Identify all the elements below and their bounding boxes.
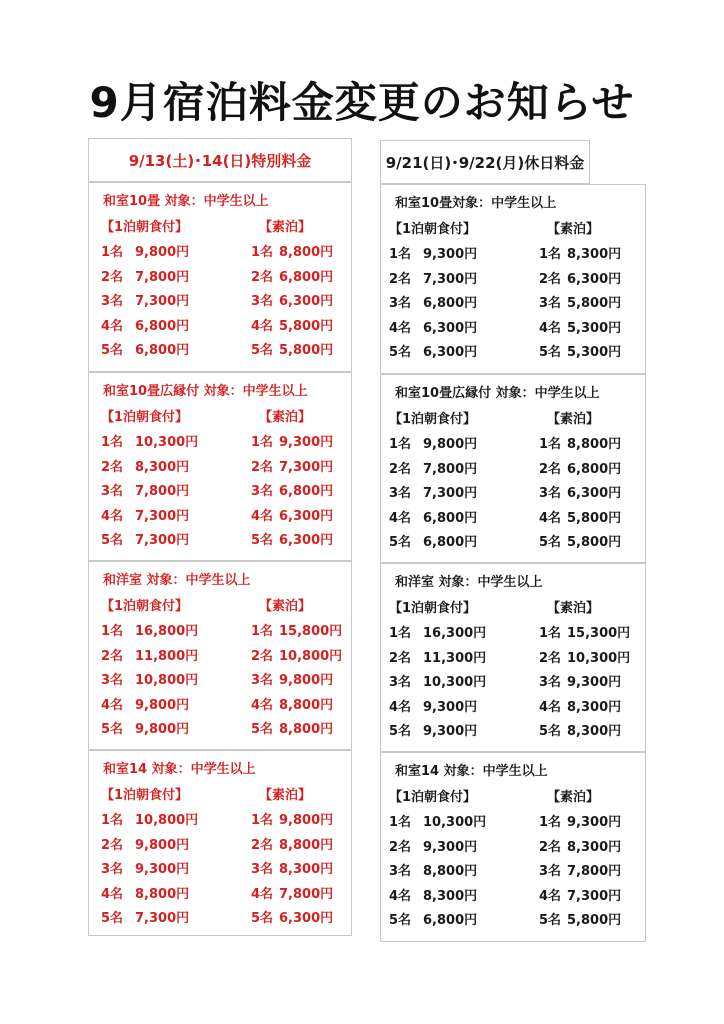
guest-count: 2名 <box>101 459 124 475</box>
room-only-price: 10,300円 <box>567 650 631 666</box>
room-only-price: 6,800円 <box>279 484 334 499</box>
price-row <box>89 315 351 335</box>
room-only-price: 8,300円 <box>567 247 622 262</box>
breakfast-price: 8,800円 <box>135 886 190 902</box>
room-only-price: 8,300円 <box>567 724 622 739</box>
guest-count: 2名 <box>389 839 412 855</box>
room-type-title: 和室10畳対象：中学生以上 <box>395 196 557 211</box>
price-row <box>89 620 351 640</box>
breakfast-plan-label: 【1泊朝食付】 <box>101 410 189 425</box>
guest-count: 5名 <box>251 533 274 548</box>
guest-count: 5名 <box>539 913 562 928</box>
room-only-price: 8,800円 <box>279 697 334 713</box>
guest-count: 4名 <box>101 697 124 713</box>
breakfast-price: 8,300円 <box>423 888 478 904</box>
guest-count: 3名 <box>539 296 562 311</box>
guest-count: 2名 <box>101 648 124 664</box>
rate-section <box>380 752 646 942</box>
room-only-price: 5,800円 <box>567 535 622 550</box>
breakfast-price: 6,800円 <box>135 318 190 334</box>
guest-count: 1名 <box>539 626 562 641</box>
guest-count: 1名 <box>101 624 124 639</box>
price-row <box>381 482 645 502</box>
guest-count: 5名 <box>389 345 412 360</box>
breakfast-price: 9,300円 <box>423 839 478 855</box>
guest-count: 2名 <box>101 269 124 285</box>
room-only-price: 9,800円 <box>279 813 334 828</box>
guest-count: 2名 <box>251 648 274 664</box>
breakfast-price: 7,300円 <box>135 508 190 524</box>
breakfast-price: 6,300円 <box>423 320 478 336</box>
price-row <box>381 836 645 856</box>
room-only-price: 6,300円 <box>279 533 334 548</box>
guest-count: 4名 <box>539 510 562 526</box>
breakfast-price: 9,800円 <box>135 837 190 853</box>
room-only-label: 【素泊】 <box>547 601 600 616</box>
breakfast-price: 10,300円 <box>423 815 487 830</box>
guest-count: 5名 <box>389 535 412 550</box>
guest-count: 4名 <box>389 888 412 904</box>
price-row <box>89 809 351 829</box>
room-only-label: 【素泊】 <box>547 412 600 427</box>
price-row <box>381 458 645 478</box>
room-only-price: 10,800円 <box>279 648 343 664</box>
guest-count: 4名 <box>389 699 412 715</box>
guest-count: 2名 <box>251 269 274 285</box>
breakfast-price: 7,300円 <box>135 911 190 926</box>
breakfast-plan-label: 【1泊朝食付】 <box>389 790 477 805</box>
guest-count: 5名 <box>389 913 412 928</box>
guest-count: 4名 <box>251 697 274 713</box>
room-type-title: 和室10畳広縁付 対象：中学生以上 <box>395 386 600 401</box>
guest-count: 2名 <box>101 837 124 853</box>
breakfast-price: 16,800円 <box>135 624 199 639</box>
room-only-price: 8,300円 <box>567 699 622 715</box>
guest-count: 1名 <box>389 815 412 830</box>
price-row <box>381 433 645 453</box>
guest-count: 3名 <box>389 864 412 879</box>
breakfast-price: 6,800円 <box>135 343 190 358</box>
price-row <box>381 647 645 667</box>
room-only-price: 8,300円 <box>567 839 622 855</box>
guest-count: 4名 <box>101 508 124 524</box>
price-row <box>89 290 351 310</box>
price-row <box>381 696 645 716</box>
breakfast-price: 10,300円 <box>423 675 487 690</box>
room-only-price: 5,300円 <box>567 320 622 336</box>
breakfast-price: 7,800円 <box>135 269 190 285</box>
breakfast-price: 9,800円 <box>135 722 190 737</box>
guest-count: 3名 <box>101 294 124 309</box>
guest-count: 2名 <box>251 837 274 853</box>
room-only-price: 8,800円 <box>279 837 334 853</box>
guest-count: 4名 <box>389 510 412 526</box>
guest-count: 5名 <box>101 722 124 737</box>
room-only-price: 6,800円 <box>279 269 334 285</box>
room-only-price: 7,300円 <box>279 459 334 475</box>
guest-count: 3名 <box>251 484 274 499</box>
room-only-price: 7,800円 <box>279 886 334 902</box>
price-row <box>89 834 351 854</box>
breakfast-price: 9,800円 <box>423 437 478 452</box>
room-only-price: 8,800円 <box>279 245 334 260</box>
room-only-price: 5,800円 <box>567 296 622 311</box>
breakfast-price: 9,300円 <box>423 247 478 262</box>
guest-count: 3名 <box>539 486 562 501</box>
breakfast-plan-label: 【1泊朝食付】 <box>389 601 477 616</box>
price-row <box>89 529 351 549</box>
room-only-price: 8,800円 <box>567 437 622 452</box>
guest-count: 5名 <box>251 343 274 358</box>
price-row <box>381 531 645 551</box>
room-only-price: 9,300円 <box>567 675 622 690</box>
breakfast-price: 6,300円 <box>423 345 478 360</box>
room-type-title: 和室14 対象：中学生以上 <box>395 764 548 779</box>
price-row <box>381 885 645 905</box>
breakfast-price: 9,300円 <box>423 724 478 739</box>
guest-count: 4名 <box>251 318 274 334</box>
guest-count: 3名 <box>251 294 274 309</box>
guest-count: 5名 <box>539 345 562 360</box>
rate-section <box>380 184 646 374</box>
guest-count: 3名 <box>101 673 124 688</box>
guest-count: 2名 <box>539 839 562 855</box>
breakfast-price: 9,300円 <box>135 862 190 877</box>
price-row <box>89 883 351 903</box>
room-only-price: 6,800円 <box>567 461 622 477</box>
page-title: 9月宿泊料金変更のお知らせ <box>89 78 635 127</box>
holiday-rate-header: 9/21(日)･9/22(月)休日料金 <box>380 140 590 184</box>
guest-count: 2名 <box>539 650 562 666</box>
guest-count: 2名 <box>389 461 412 477</box>
guest-count: 2名 <box>539 461 562 477</box>
room-only-price: 8,300円 <box>279 862 334 877</box>
guest-count: 1名 <box>251 624 274 639</box>
breakfast-price: 6,800円 <box>423 510 478 526</box>
guest-count: 4名 <box>251 508 274 524</box>
holiday-rate-column <box>380 140 646 928</box>
breakfast-price: 8,800円 <box>423 864 478 879</box>
price-row <box>89 241 351 261</box>
price-row <box>89 669 351 689</box>
special-rate-column <box>88 138 352 926</box>
guest-count: 2名 <box>389 271 412 287</box>
breakfast-price: 10,800円 <box>135 813 199 828</box>
rate-section <box>88 750 352 936</box>
guest-count: 5名 <box>539 535 562 550</box>
room-only-price: 5,800円 <box>567 913 622 928</box>
price-row <box>89 266 351 286</box>
room-type-title: 和室14 対象：中学生以上 <box>103 762 256 777</box>
price-row <box>381 811 645 831</box>
guest-count: 4名 <box>101 886 124 902</box>
room-type-title: 和洋室 対象：中学生以上 <box>395 575 543 590</box>
guest-count: 2名 <box>251 459 274 475</box>
guest-count: 3名 <box>101 862 124 877</box>
guest-count: 3名 <box>389 675 412 690</box>
guest-count: 5名 <box>389 724 412 739</box>
room-only-label: 【素泊】 <box>259 410 312 425</box>
price-row <box>89 645 351 665</box>
price-row <box>381 292 645 312</box>
room-only-price: 6,300円 <box>279 911 334 926</box>
breakfast-price: 7,300円 <box>135 294 190 309</box>
room-only-label: 【素泊】 <box>259 599 312 614</box>
price-row <box>89 718 351 738</box>
room-only-price: 8,800円 <box>279 722 334 737</box>
breakfast-price: 11,300円 <box>423 650 487 666</box>
price-row <box>381 720 645 740</box>
room-only-price: 9,300円 <box>567 815 622 830</box>
breakfast-plan-label: 【1泊朝食付】 <box>101 599 189 614</box>
guest-count: 4名 <box>539 888 562 904</box>
breakfast-price: 7,800円 <box>135 484 190 499</box>
guest-count: 5名 <box>101 343 124 358</box>
breakfast-price: 7,800円 <box>423 461 478 477</box>
room-only-label: 【素泊】 <box>547 222 600 237</box>
guest-count: 3名 <box>389 296 412 311</box>
price-row <box>381 268 645 288</box>
guest-count: 4名 <box>101 318 124 334</box>
guest-count: 4名 <box>539 699 562 715</box>
guest-count: 1名 <box>101 245 124 260</box>
guest-count: 5名 <box>101 533 124 548</box>
price-row <box>381 860 645 880</box>
breakfast-plan-label: 【1泊朝食付】 <box>389 222 477 237</box>
room-type-title: 和室10畳広縁付 対象：中学生以上 <box>103 384 308 399</box>
guest-count: 1名 <box>539 437 562 452</box>
breakfast-price: 7,300円 <box>423 271 478 287</box>
room-only-price: 6,300円 <box>279 508 334 524</box>
guest-count: 1名 <box>251 245 274 260</box>
price-row <box>381 243 645 263</box>
guest-count: 3名 <box>101 484 124 499</box>
breakfast-price: 6,800円 <box>423 535 478 550</box>
price-row <box>381 341 645 361</box>
breakfast-price: 11,800円 <box>135 648 199 664</box>
price-row <box>89 339 351 359</box>
room-only-label: 【素泊】 <box>259 220 312 235</box>
breakfast-plan-label: 【1泊朝食付】 <box>389 412 477 427</box>
room-type-title: 和洋室 対象：中学生以上 <box>103 573 251 588</box>
guest-count: 5名 <box>251 722 274 737</box>
guest-count: 1名 <box>389 247 412 262</box>
breakfast-price: 9,800円 <box>135 245 190 260</box>
guest-count: 3名 <box>389 486 412 501</box>
guest-count: 5名 <box>101 911 124 926</box>
room-type-title: 和室10畳 対象：中学生以上 <box>103 194 269 209</box>
room-only-price: 15,300円 <box>567 626 631 641</box>
price-row <box>89 907 351 927</box>
guest-count: 1名 <box>389 626 412 641</box>
price-row <box>89 431 351 451</box>
price-row <box>381 671 645 691</box>
guest-count: 2名 <box>539 271 562 287</box>
breakfast-price: 7,300円 <box>135 533 190 548</box>
room-only-price: 6,300円 <box>279 294 334 309</box>
rate-section <box>380 374 646 563</box>
rate-section <box>88 372 352 561</box>
guest-count: 4名 <box>251 886 274 902</box>
breakfast-price: 9,800円 <box>135 697 190 713</box>
guest-count: 1名 <box>101 435 124 450</box>
room-only-price: 5,800円 <box>279 343 334 358</box>
rate-section <box>88 561 352 750</box>
price-row <box>381 622 645 642</box>
guest-count: 1名 <box>389 437 412 452</box>
breakfast-plan-label: 【1泊朝食付】 <box>101 220 189 235</box>
breakfast-price: 7,300円 <box>423 486 478 501</box>
room-only-price: 5,800円 <box>567 510 622 526</box>
guest-count: 1名 <box>539 247 562 262</box>
breakfast-price: 6,800円 <box>423 913 478 928</box>
guest-count: 5名 <box>251 911 274 926</box>
guest-count: 2名 <box>389 650 412 666</box>
guest-count: 5名 <box>539 724 562 739</box>
room-only-price: 7,300円 <box>567 888 622 904</box>
breakfast-price: 10,300円 <box>135 435 199 450</box>
guest-count: 3名 <box>251 673 274 688</box>
price-row <box>89 456 351 476</box>
special-rate-header: 9/13(土)･14(日)特別料金 <box>88 138 352 182</box>
breakfast-price: 10,800円 <box>135 673 199 688</box>
breakfast-price: 6,800円 <box>423 296 478 311</box>
guest-count: 1名 <box>251 435 274 450</box>
price-row <box>89 858 351 878</box>
room-only-price: 6,300円 <box>567 271 622 287</box>
breakfast-price: 8,300円 <box>135 459 190 475</box>
price-row <box>89 480 351 500</box>
room-only-price: 6,300円 <box>567 486 622 501</box>
guest-count: 1名 <box>251 813 274 828</box>
room-only-price: 9,800円 <box>279 673 334 688</box>
price-row <box>381 507 645 527</box>
guest-count: 4名 <box>539 320 562 336</box>
guest-count: 1名 <box>101 813 124 828</box>
price-row <box>89 694 351 714</box>
room-only-price: 5,800円 <box>279 318 334 334</box>
rate-section <box>380 563 646 752</box>
room-only-price: 5,300円 <box>567 345 622 360</box>
room-only-price: 15,800円 <box>279 624 343 639</box>
guest-count: 4名 <box>389 320 412 336</box>
price-row <box>381 317 645 337</box>
price-row <box>89 505 351 525</box>
breakfast-price: 16,300円 <box>423 626 487 641</box>
room-only-price: 7,800円 <box>567 864 622 879</box>
breakfast-plan-label: 【1泊朝食付】 <box>101 788 189 803</box>
room-only-label: 【素泊】 <box>547 790 600 805</box>
price-row <box>381 909 645 929</box>
guest-count: 1名 <box>539 815 562 830</box>
room-only-price: 9,300円 <box>279 435 334 450</box>
guest-count: 3名 <box>251 862 274 877</box>
rate-section <box>88 182 352 372</box>
guest-count: 3名 <box>539 864 562 879</box>
guest-count: 3名 <box>539 675 562 690</box>
room-only-label: 【素泊】 <box>259 788 312 803</box>
breakfast-price: 9,300円 <box>423 699 478 715</box>
